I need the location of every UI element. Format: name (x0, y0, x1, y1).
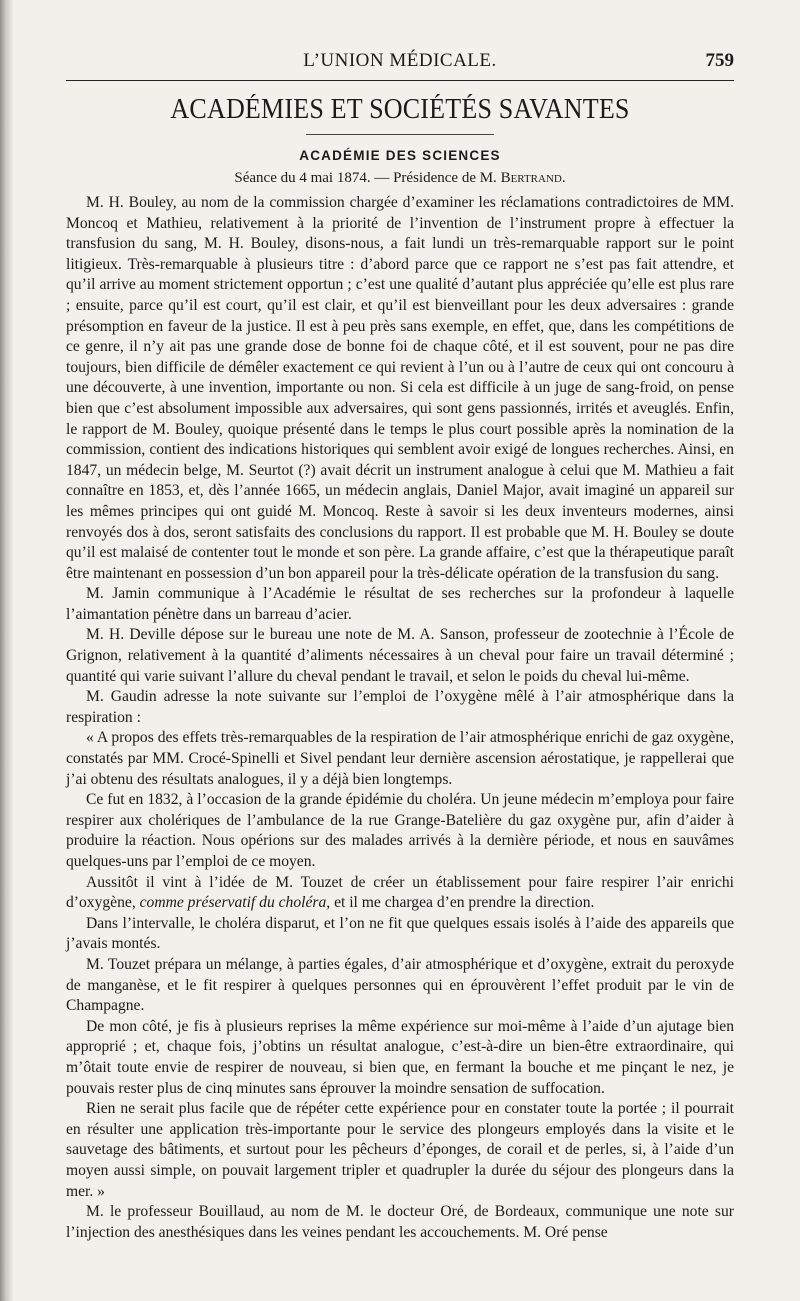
paragraph-touzet-establishment (66, 873, 734, 914)
touzet-text-before: Aussitôt il vint à l’idée de M. Touzet de créer un établissement pour faire respirer l’air enrichi d’oxygène, (66, 873, 734, 912)
touzet-text-italic: comme préservatif du choléra, (139, 894, 331, 912)
section-rule (306, 134, 494, 135)
paragraph-touzet-mixture: M. Touzet prépara un mélange, à parties égales, d’air atmosphérique et d’oxygène, extrait du peroxyde de manganèse, et le fit respirer à quelques personnes qui en éprouvèrent l’effet produit par le vin de Champagne. (66, 955, 734, 1015)
session-prefix: Séance du 4 mai 1874. — Présidence de M. (234, 170, 501, 186)
paragraph-gaudin-intro: M. Gaudin adresse la note suivante sur l’emploi de l’oxygène mêlé à l’air atmosphérique dans la respiration : (66, 688, 734, 726)
paragraph-oxygen-effects: « A propos des effets très-remarquables de la respiration de l’air atmosphérique enrichi de gaz oxygène, constatés par MM. Crocé-Spinelli et Sivel pendant leur dernière ascension aérostatique, je rappellerai que j’ai obtenu des résultats analogues, il y a déjà bien longtemps. (66, 729, 734, 788)
journal-title: L’UNION MÉDICALE. (303, 50, 497, 71)
paragraph-bouillaud: M. le professeur Bouillaud, au nom de M. le docteur Oré, de Bordeaux, communique une note sur l’injection des anesthésiques dans les veines pendant les accouchements. M. Oré pense (66, 1203, 734, 1241)
paragraph-interval: Dans l’intervalle, le choléra disparut, et l’on ne fit que quelques essais isolés à l’aide des appareils que j’avais montés. (66, 914, 734, 953)
paragraph-divers: Rien ne serait plus facile que de répéter cette expérience pour en constater toute la portée ; il pourrait en résulter une application très-importante pour le service des plongeurs employés dans la visite et le sauvetage des bâtiments, et surtout pour les pêcheurs d’éponges, de corail et de perles, si, à l’aide d’un moyen aussi simple, on pouvait largement tripler et quadrupler la durée du séjour des plongeurs dans la mer. » (66, 1100, 734, 1200)
paragraph-jamin: M. Jamin communique à l’Académie le résultat de ses recherches sur la profondeur à laquelle l’aimantation pénètre dans un barreau d’acier. (66, 585, 734, 623)
header-rule (66, 80, 734, 81)
article-body (66, 193, 734, 1243)
page-number: 759 (705, 50, 734, 71)
academy-heading: ACADÉMIE DES SCIENCES (299, 148, 501, 163)
paragraph-cholera-1832: Ce fut en 1832, à l’occasion de la grande épidémie du choléra. Un jeune médecin m’employa pour faire respirer aux cholériques de l’ambulance de la rue Grange-Batelière du gaz oxygène pur, afin d’aider à produire la réaction. Nous opérions sur des malades arrivés à la dernière période, et nous en sauvâmes quelques-uns par l’emploi de ce moyen. (66, 791, 734, 870)
paragraph-deville: M. H. Deville dépose sur le bureau une note de M. A. Sanson, professeur de zootechnie à l’École de Grignon, relativement à la quantité d’aliments nécessaires à un cheval pour faire un travail déterminé ; quantité qui varie suivant l’allure du cheval pendant le travail, et selon le poids du cheval lui-même. (66, 626, 734, 685)
section-title: ACADÉMIES ET SOCIÉTÉS SAVANTES (170, 94, 630, 125)
touzet-text-after: et il me chargea d’en prendre la direction. (330, 894, 595, 912)
paragraph-self-experiment: De mon côté, je fis à plusieurs reprises la même expérience sur moi-même à l’aide d’un ajutage bien approprié ; et, chaque fois, j’obtins un résultat analogue, c’est-à-dire un bien-être extraordinaire, qui m’ôtait toute envie de respirer de nouveau, si bien que, en fermant la bouche et me pinçant le nez, je pouvais rester plus de cinq minutes sans éprouver la moindre sensation de suffocation. (66, 1017, 734, 1097)
paragraph-bouley-report: M. H. Bouley, au nom de la commission chargée d’examiner les réclamations contradictoires de MM. Moncoq et Mathieu, relativement à la priorité de l’invention de l’instrument propre à effectuer la transfusion du sang, M. H. Bouley, disons-nous, a fait lundi un très-remarquable rapport sur le point litigieux. Très-remarquable à plusieurs titre : d’abord parce que ce rapport ne s’est pas fait attendre, et qu’il arrive au moment strictement opportun ; c’est une qualité d’autant plus appréciée qu’elle est plus rare ; ensuite, parce qu’il est court, qu’il est clair, et qu’il est bienveillant pour les deux adversaires : grande présomption en faveur de la justice. Il est à peu près sans exemple, en effet, que, dans les compétitions de ce genre, il n’y ait pas une grande dose de bonne foi de chaque côté, et il est souvent, pour ne pas dire toujours, bien difficile de démêler exactement ce qui revient à l’un ou à l’autre de ceux qui ont concouru à une découverte, à une invention, importante ou non. Si cela est difficile à un juge de sang-froid, on pense bien que c’est absolument impossible aux adversaires, qui sont gens passionnés, irrités et aveuglés. Enfin, le rapport de M. Bouley, quoique présenté dans le temps le plus court possible après la nomination de la commission, contient des indications historiques qui semblent avoir exigé de longues recherches. Ainsi, en 1847, un médecin belge, M. Seurtot (?) avait décrit un instrument analogue à celui que M. Mathieu a fait connaître en 1853, et, dès l’année 1665, un médecin anglais, Daniel Major, avait imaginé un appareil sur les mêmes principes qui ont guidé M. Moncoq. Reste à savoir si les deux inventeurs modernes, ainsi renvoyés dos à dos, seront satisfaits des conclusions du rapport. Il est probable que M. H. Bouley se doute qu’il est malaisé de contenter tout le monde et son père. La grande affaire, c’est que la thérapeutique paraît être maintenant en possession d’un bon appareil pour la très-délicate opération de la transfusion du sang. (66, 194, 734, 582)
running-head (66, 50, 734, 76)
session-president: Bertrand (500, 170, 562, 186)
session-line (66, 170, 734, 187)
session-suffix: . (561, 170, 566, 186)
binding-gutter (0, 0, 14, 1301)
